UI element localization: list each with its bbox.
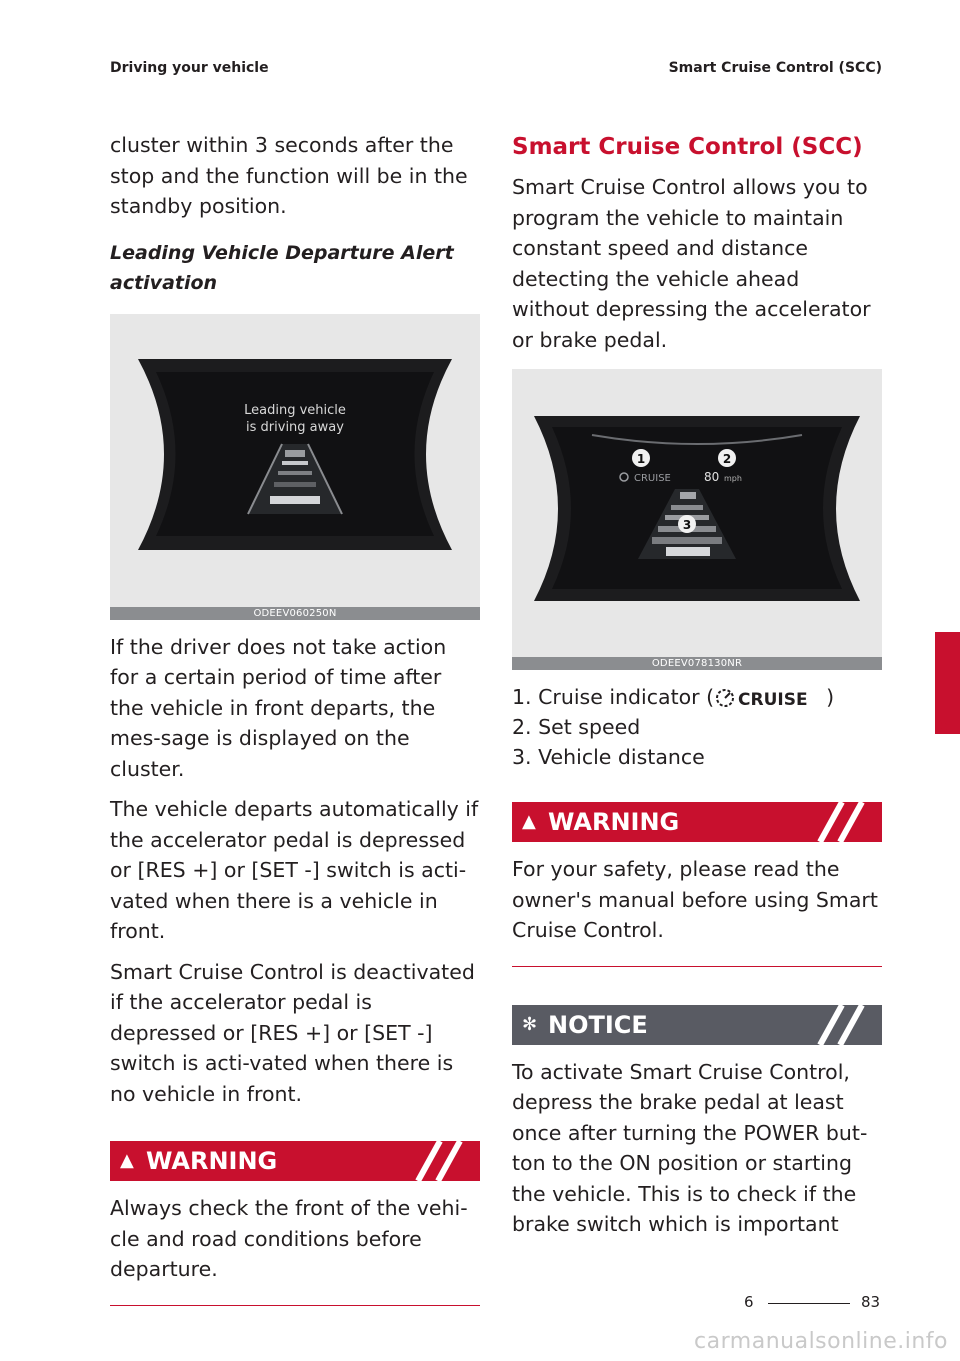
warning-triangle-icon: ▲ (522, 811, 536, 832)
footer-divider (768, 1303, 850, 1304)
warning-triangle-icon: ▲ (120, 1150, 134, 1171)
figure-caption-code-scc: ODEEV078130NR (512, 657, 882, 670)
scc-cluster-illustration (512, 369, 882, 670)
screen-speed-value: 80 (704, 470, 720, 484)
scc-intro-paragraph: Smart Cruise Control allows you to program the vehicle to maintain constant speed and distance detecting the vehicle ahead without depressing the accelerator or brake pedal. (512, 175, 871, 352)
diagonal-stripes-icon (410, 1141, 480, 1181)
cruise-indicator-icon (714, 687, 826, 709)
list-item-vehicle-distance: 3. Vehicle distance (512, 745, 705, 769)
cluster-screen-illustration (110, 314, 480, 620)
notice-banner (512, 1005, 882, 1045)
svg-text:2: 2 (722, 452, 732, 466)
paragraph-auto-depart: The vehicle departs automatically if the accelerator pedal is depressed or [RES +] or [SET -] switch is acti-vated when there is a vehicle in front. (110, 797, 479, 943)
screen-text-line-2: is driving away (246, 419, 344, 435)
screen-speed-unit: mph (724, 474, 742, 483)
svg-text:1: 1 (636, 452, 646, 466)
svg-text:3: 3 (682, 518, 692, 532)
section-divider (110, 1305, 480, 1306)
subheading-departure-alert: Leading Vehicle Departure Alert activation (110, 241, 454, 294)
header-topic-title: Smart Cruise Control (SCC) (668, 60, 882, 76)
svg-text:CRUISE: CRUISE (738, 690, 808, 709)
warning-text-scc: For your safety, please read the owner's manual before using Smart Cruise Control. (512, 857, 878, 942)
header-section-title: Driving your vehicle (110, 60, 269, 76)
screen-cruise-label: CRUISE (634, 473, 671, 484)
notice-label: NOTICE (548, 1010, 648, 1039)
right-column (512, 130, 882, 1240)
list-item-cruise-indicator: 1. Cruise indicator ( CRUISE ) (512, 685, 835, 709)
cluster-figure-scc (512, 369, 882, 670)
paragraph-driver-action: If the driver does not take action for a certain period of time after the vehicle in front departs, the mes-sage is displayed on the cluster. (110, 634, 447, 781)
lead-vehicle-icon (680, 492, 696, 499)
intro-paragraph: cluster within 3 seconds after the stop and the function will be in the standby position. (110, 133, 468, 218)
paragraph-deactivated: Smart Cruise Control is deactivated if the accelerator pedal is depressed or [RES +] or [SET -] switch is acti-vated when there is no vehicle in front. (110, 959, 475, 1106)
footer-chapter-number: 6 (744, 1293, 754, 1311)
footer-page-number: 83 (861, 1293, 881, 1311)
diagonal-stripes-icon (812, 802, 882, 842)
screen-text-line-1: Leading vehicle (244, 402, 346, 418)
section-heading-scc: Smart Cruise Control (SCC) (512, 134, 863, 160)
figure-caption-code: ODEEV060250N (110, 607, 480, 620)
asterisk-icon: ✻ (522, 1013, 538, 1035)
own-vehicle-icon (666, 547, 710, 556)
chapter-side-number: 6 (937, 716, 949, 735)
warning-label-scc: WARNING (548, 808, 680, 836)
watermark-text: carmanualsonline.info (694, 1329, 948, 1354)
list-item-set-speed: 2. Set speed (512, 715, 641, 739)
own-car-icon (270, 496, 320, 504)
left-column (110, 130, 480, 1306)
warning-label: WARNING (146, 1147, 278, 1175)
diagonal-stripes-icon (812, 1005, 882, 1045)
warning-text: Always check the front of the vehi-cle and road conditions before departure. (110, 1196, 468, 1281)
lead-car-icon (285, 450, 305, 457)
warning-banner-scc (512, 802, 882, 842)
warning-banner (110, 1141, 480, 1181)
cluster-figure-departure-alert (110, 314, 480, 620)
notice-text: To activate Smart Cruise Control, depress the brake pedal at least once after turning the POWER but-ton to the ON position or starting the vehicle. This is to check if the brake switch which is important (512, 1059, 868, 1236)
